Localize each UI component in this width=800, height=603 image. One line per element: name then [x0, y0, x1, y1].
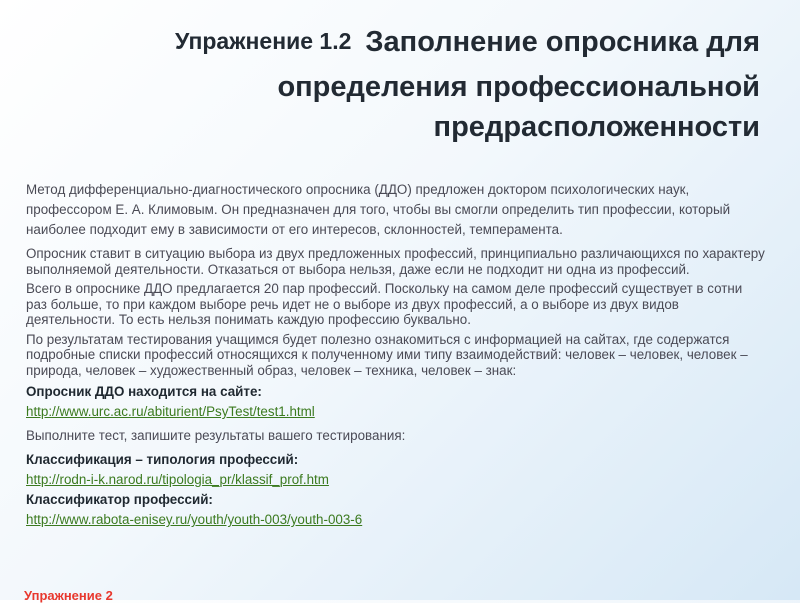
- slide-title: [0, 22, 760, 147]
- paragraph-pairs: Всего в опроснике ДДО предлагается 20 пар профессий. Поскольку на самом деле профессий существует в сотни раз больше, то при каждом выборе речь идет не о выборе из двух профессий, а о выборе из двух видов деятельности. То есть нельзя понимать каждую профессию буквально.: [26, 281, 743, 327]
- paragraph-method: Метод дифференциально-диагностического опросника (ДДО) предложен доктором психологических наук, профессором Е. А. Климовым. Он предназначен для того, чтобы вы смогли определить тип профессии, который наиболее подходит ему в зависимости от его интересов, склонностей, темперамента.: [26, 182, 731, 237]
- paragraph-results: По результатам тестирования учащимся будет полезно ознакомиться с информацией на сайтах, где содержатся подробные списки профессий относящихся к полученному ими типу взаимодействий: человек – человек, человек – природа, человек – художественный образ, человек – техника, человек – знак:: [26, 331, 748, 378]
- title-line-3: предрасположенности: [433, 111, 760, 143]
- instruction-text: Выполните тест, запишите результаты вашего тестирования:: [26, 428, 406, 443]
- title-text-1: Заполнение опросника для: [365, 26, 760, 58]
- site-heading: Опросник ДДО находится на сайте:: [26, 384, 262, 399]
- classifier-heading: Классификатор профессий:: [26, 492, 213, 507]
- next-exercise-label: Упражнение 2: [24, 588, 113, 603]
- test-site-link[interactable]: http://www.urc.ac.ru/abiturient/PsyTest/test1.html: [26, 404, 315, 419]
- classifier-link[interactable]: http://www.rabota-enisey.ru/youth/youth-003/youth-003-6: [26, 512, 363, 527]
- slide-body: [26, 180, 766, 530]
- title-line-1: [0, 22, 760, 67]
- classification-link[interactable]: http://rodn-i-k.narod.ru/tipologia_pr/klassif_prof.htm: [26, 472, 329, 487]
- exercise-number: Упражнение 1.2: [175, 28, 352, 54]
- paragraph-choice: Опросник ставит в ситуацию выбора из двух предложенных профессий, принципиально различающихся по характеру выполняемой деятельности. Отказаться от выбора нельзя, даже если не подходит ни одна из профессий.: [26, 246, 765, 277]
- title-line-2: определения профессиональной: [277, 71, 760, 103]
- classification-heading: Классификация – типология профессий:: [26, 452, 299, 467]
